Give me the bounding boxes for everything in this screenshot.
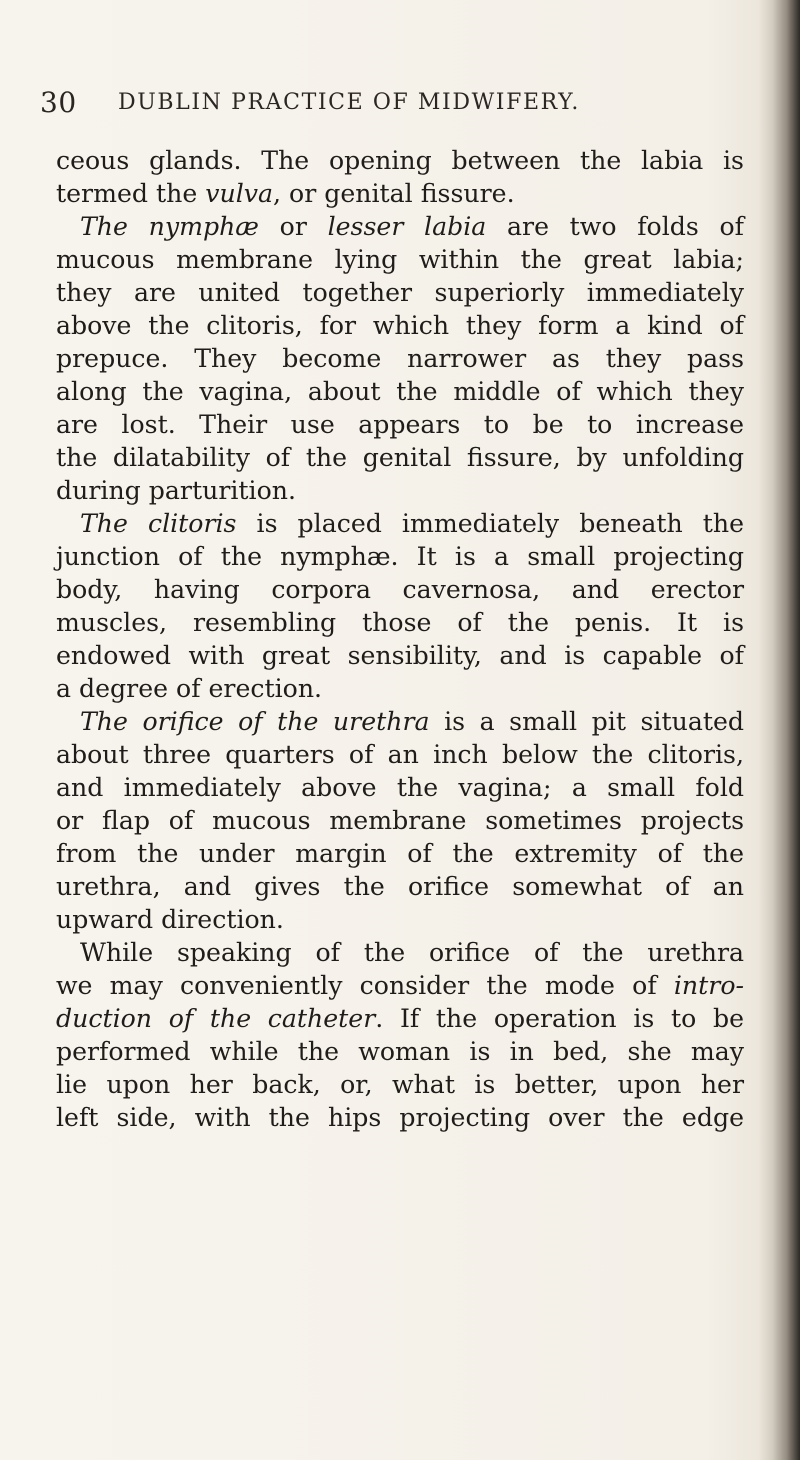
text-line: upward direction. xyxy=(56,905,284,934)
text-line: or flap of mucous membrane sometimes projects xyxy=(56,806,744,835)
text-line: above the clitoris, for which they form a kind of xyxy=(56,311,744,340)
text-line: The nymphæ or lesser labia are two folds of xyxy=(80,212,744,241)
text-line: The orifice of the urethra is a small pit situated xyxy=(80,707,744,736)
body-text xyxy=(56,144,744,1134)
text-line: are lost. Their use appears to be to increase xyxy=(56,410,744,439)
text-line: and immediately above the vagina; a small fold xyxy=(56,773,744,802)
text-line: prepuce. They become narrower as they pass xyxy=(56,344,744,373)
text-line: duction of the catheter. If the operation is to be xyxy=(56,1004,744,1033)
text-line: lie upon her back, or, what is better, upon her xyxy=(56,1070,744,1099)
text-line: ceous glands. The opening between the labia is xyxy=(56,146,744,175)
text-line: muscles, resembling those of the penis. It is xyxy=(56,608,744,637)
text-line: during parturition. xyxy=(56,476,296,505)
text-line: left side, with the hips projecting over the edge xyxy=(56,1103,744,1132)
text-line: we may conveniently consider the mode of intro- xyxy=(56,971,744,1000)
text-line: from the under margin of the extremity of the xyxy=(56,839,744,868)
running-title: DUBLIN PRACTICE OF MIDWIFERY. xyxy=(118,90,580,115)
page-binding-edge xyxy=(758,0,800,1460)
text-line: The clitoris is placed immediately beneath the xyxy=(80,509,744,538)
text-line: the dilatability of the genital fissure, by unfolding xyxy=(56,443,744,472)
text-line: While speaking of the orifice of the urethra xyxy=(80,938,744,967)
text-line: a degree of erection. xyxy=(56,674,323,703)
text-line: urethra, and gives the orifice somewhat of an xyxy=(56,872,744,901)
text-line: body, having corpora cavernosa, and erector xyxy=(56,575,744,604)
page-header xyxy=(40,86,730,120)
text-line: performed while the woman is in bed, she may xyxy=(56,1037,744,1066)
text-line: they are united together superiorly immediately xyxy=(56,278,744,307)
text-line: mucous membrane lying within the great labia; xyxy=(56,245,744,274)
text-line: about three quarters of an inch below the clitoris, xyxy=(56,740,744,769)
text-line: termed the vulva, or genital fissure. xyxy=(56,179,515,208)
text-line: endowed with great sensibility, and is capable of xyxy=(56,641,744,670)
text-line: along the vagina, about the middle of which they xyxy=(56,377,744,406)
page-number: 30 xyxy=(40,86,77,119)
text-line: junction of the nymphæ. It is a small projecting xyxy=(56,542,744,571)
